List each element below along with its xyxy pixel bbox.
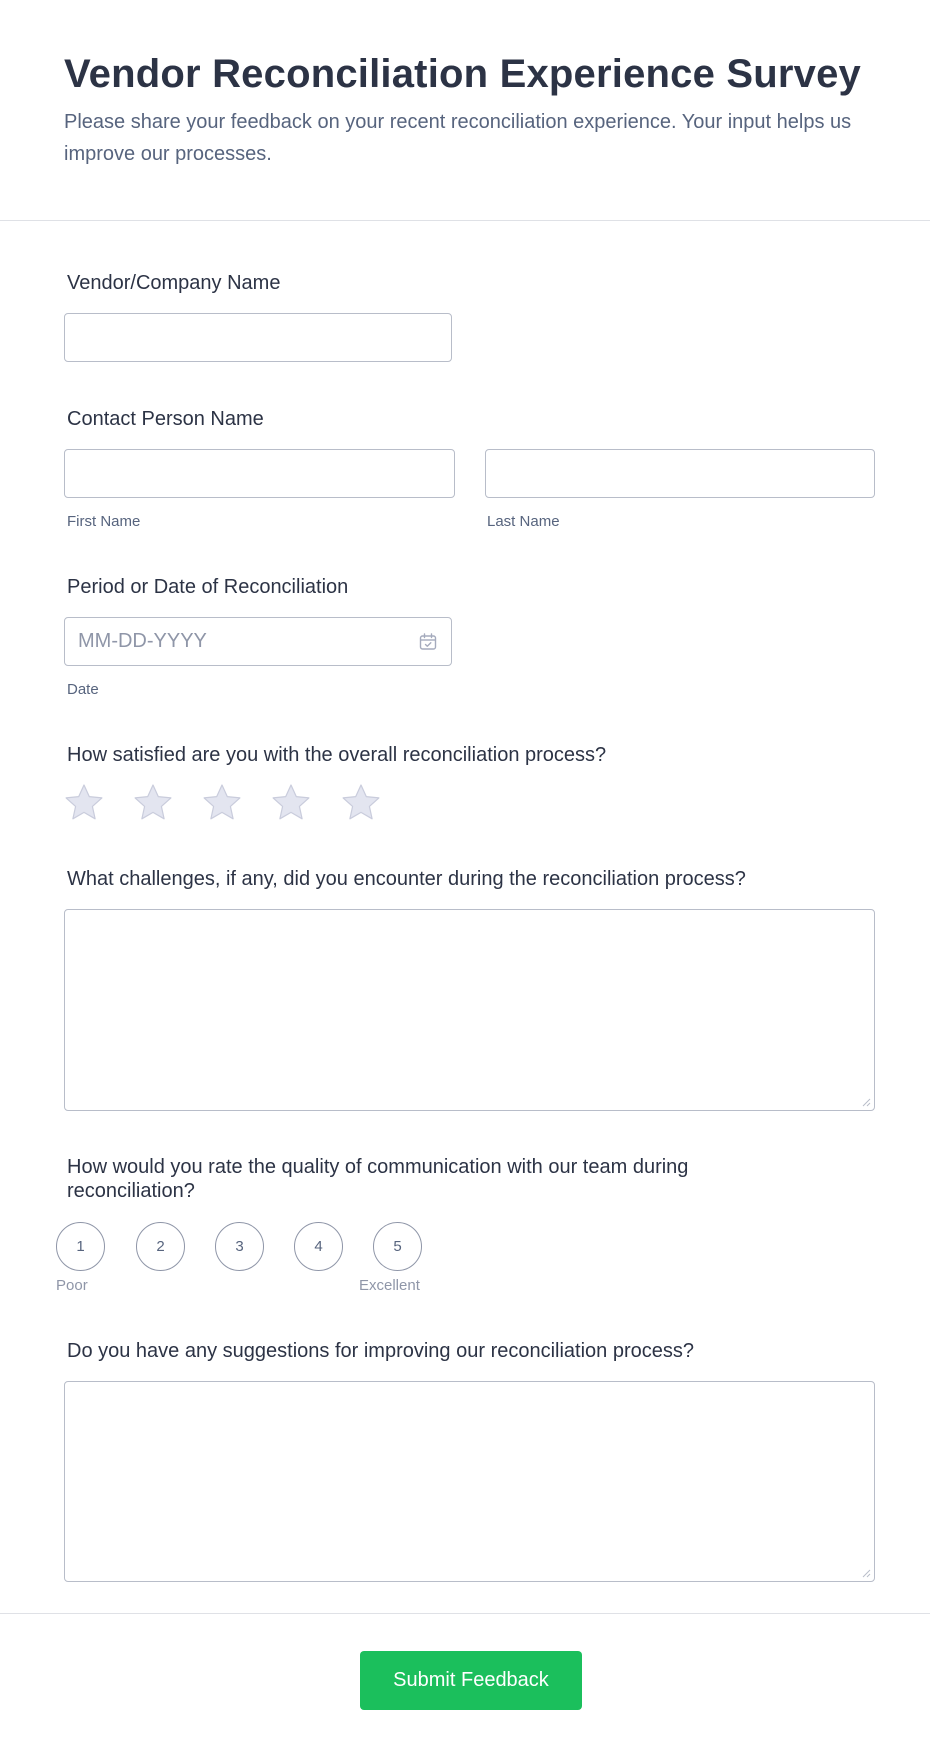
communication-label-line1: How would you rate the quality of communication with our team during [67,1156,689,1178]
submit-button[interactable]: Submit Feedback [360,1651,582,1710]
date-label: Period or Date of Reconciliation [67,576,349,598]
star-icon[interactable] [340,782,382,824]
resize-handle-icon[interactable] [861,1097,871,1107]
form-header [0,0,930,221]
rating-option-5[interactable]: 5 [373,1222,422,1271]
first-name-input[interactable] [64,449,455,498]
star-icon[interactable] [201,782,243,824]
rating-option-2[interactable]: 2 [136,1222,185,1271]
rating-option-3[interactable]: 3 [215,1222,264,1271]
vendor-name-label: Vendor/Company Name [67,272,281,294]
form-description: Please share your feedback on your recent reconciliation experience. Your input helps us improve our processes. [64,111,852,165]
rating-option-4[interactable]: 4 [294,1222,343,1271]
star-icon[interactable] [63,782,105,824]
star-icon[interactable] [270,782,312,824]
challenges-textarea[interactable] [64,909,875,1111]
scale-high-label: Excellent [359,1277,420,1294]
rating-option-1[interactable]: 1 [56,1222,105,1271]
scale-low-label: Poor [56,1277,88,1294]
last-name-sublabel: Last Name [487,513,560,530]
form-title: Vendor Reconciliation Experience Survey [64,52,861,96]
contact-name-label: Contact Person Name [67,408,264,430]
star-icon[interactable] [132,782,174,824]
date-input[interactable] [64,617,452,666]
date-sublabel: Date [67,681,99,698]
calendar-icon[interactable] [418,632,438,652]
vendor-name-input[interactable] [64,313,452,362]
challenges-label: What challenges, if any, did you encounter during the reconciliation process? [67,868,746,890]
suggestions-label: Do you have any suggestions for improving our reconciliation process? [67,1340,695,1362]
date-placeholder: MM-DD-YYYY [78,630,207,652]
suggestions-textarea[interactable] [64,1381,875,1582]
communication-label-line2: reconciliation? [67,1180,195,1202]
last-name-input[interactable] [485,449,875,498]
first-name-sublabel: First Name [67,513,141,530]
satisfaction-label: How satisfied are you with the overall reconciliation process? [67,744,607,766]
resize-handle-icon[interactable] [861,1568,871,1578]
